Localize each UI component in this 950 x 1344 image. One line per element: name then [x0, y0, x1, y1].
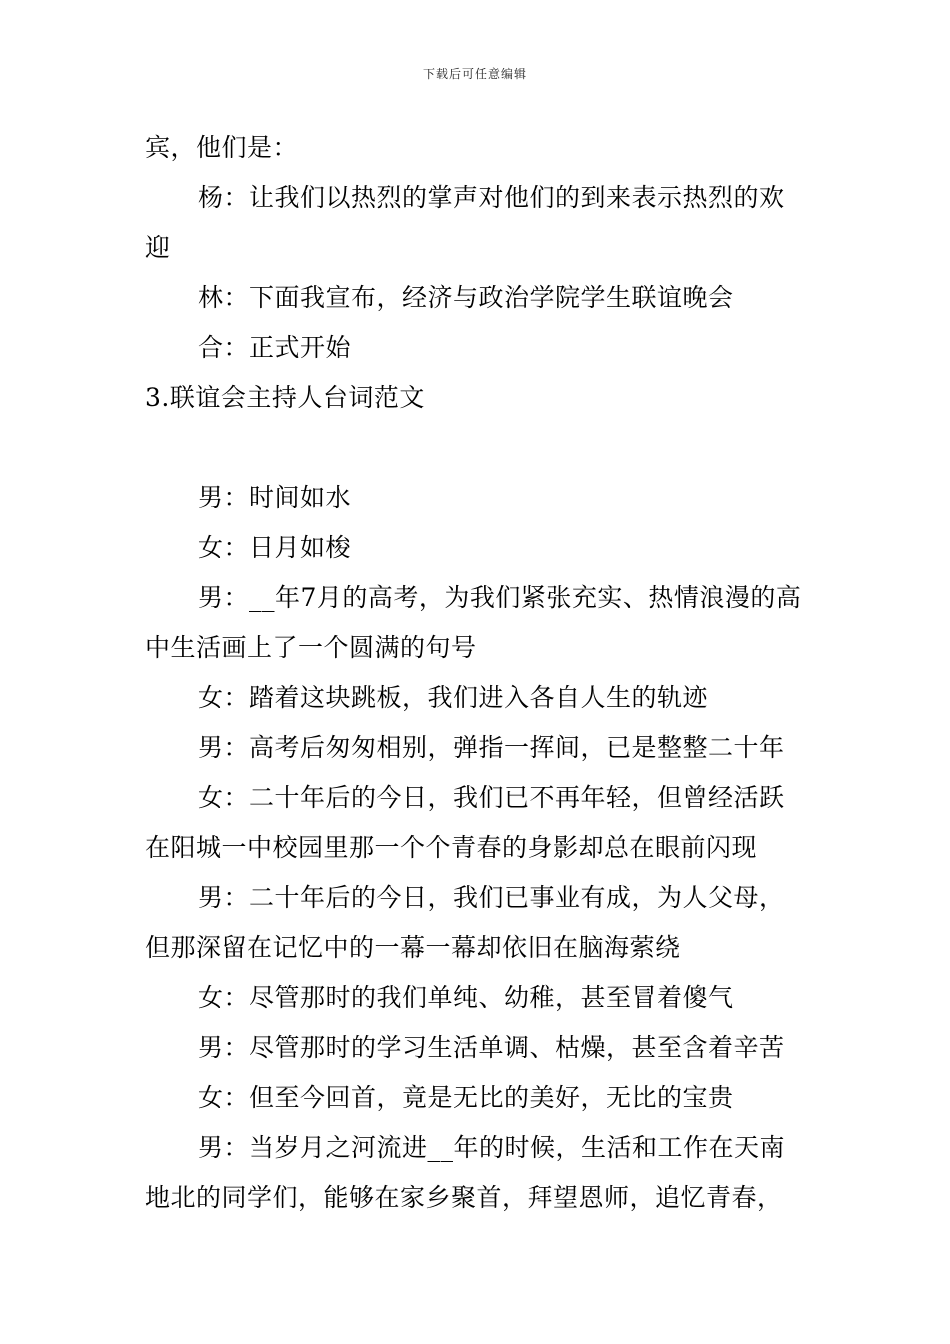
document-body [145, 123, 807, 1223]
text-line: 女：踏着这块跳板，我们进入各自人生的轨迹 [198, 683, 709, 712]
text-line: 迎 [145, 233, 171, 262]
blank-line [145, 423, 807, 473]
text-line: 男：尽管那时的学习生活单调、枯燥，甚至含着辛苦 [198, 1033, 785, 1062]
text-line: 男：__年7月的高考，为我们紧张充实、热情浪漫的高 [198, 583, 802, 612]
page-header: 下载后可任意编辑 [422, 67, 527, 81]
text-line: 女：二十年后的今日，我们已不再年轻，但曾经活跃 [198, 783, 785, 812]
section-heading: 3.联谊会主持人台词范文 [145, 383, 425, 412]
text-line: 男：高考后匆匆相别，弹指一挥间，已是整整二十年 [198, 733, 785, 762]
text-line: 女：尽管那时的我们单纯、幼稚，甚至冒着傻气 [198, 983, 734, 1012]
text-line: 男：二十年后的今日，我们已事业有成，为人父母， [198, 883, 785, 912]
text-line: 女：日月如梭 [198, 533, 352, 562]
text-line: 女：但至今回首，竟是无比的美好，无比的宝贵 [198, 1083, 734, 1112]
text-line: 合：正式开始 [198, 333, 352, 362]
text-line: 林：下面我宣布，经济与政治学院学生联谊晚会 [198, 283, 734, 312]
text-line: 男：时间如水 [198, 483, 352, 512]
text-line: 杨：让我们以热烈的掌声对他们的到来表示热烈的欢 [198, 183, 785, 212]
text-line: 但那深留在记忆中的一幕一幕却依旧在脑海萦绕 [145, 933, 681, 962]
text-line: 宾，他们是： [145, 133, 299, 162]
text-line: 中生活画上了一个圆满的句号 [145, 633, 477, 662]
text-line: 在阳城一中校园里那一个个青春的身影却总在眼前闪现 [145, 833, 758, 862]
text-line: 地北的同学们，能够在家乡聚首，拜望恩师，追忆青春， [145, 1183, 783, 1212]
text-line: 男：当岁月之河流进__年的时候，生活和工作在天南 [198, 1133, 786, 1162]
